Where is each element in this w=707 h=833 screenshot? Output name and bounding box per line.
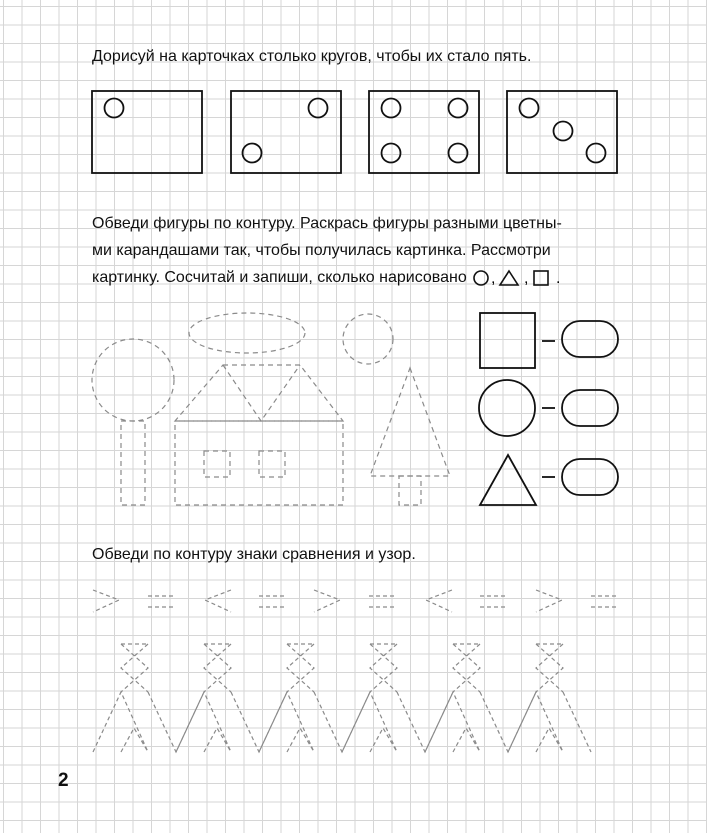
spruce-trunk-dashed (399, 476, 421, 505)
card-circle (554, 122, 573, 141)
card-circle (243, 144, 262, 163)
answer-circle-icon (479, 380, 535, 436)
pattern-stroke (453, 644, 480, 692)
greater-sign-dashed (314, 590, 340, 612)
legend-end: . (556, 269, 561, 287)
answer-row-circle (479, 380, 618, 436)
task2-line2: ми карандашами так, чтобы получилась картинка. Рассмотри (92, 242, 551, 259)
answer-box-circle[interactable] (562, 390, 618, 426)
card-circle (382, 144, 401, 163)
card-circle (449, 144, 468, 163)
card-1[interactable] (92, 91, 202, 173)
answer-box-triangle[interactable] (562, 459, 618, 495)
pattern-stroke (453, 644, 480, 692)
pattern-stroke (508, 692, 563, 752)
card-circle (309, 99, 328, 118)
house-window-left-dashed (204, 451, 230, 477)
pattern-stroke (231, 692, 287, 752)
cloud-dashed (189, 313, 305, 353)
pattern-stroke (536, 644, 563, 692)
pattern-stroke (314, 692, 370, 752)
pattern-stroke (370, 728, 397, 752)
task2-line1: Обведи фигуры по контуру. Раскрась фигуры разными цветны- (92, 215, 562, 232)
roof-dashed (175, 365, 343, 421)
pattern-stroke (287, 644, 314, 692)
pattern-stroke (121, 728, 148, 752)
card-circle (382, 99, 401, 118)
pattern-stroke (287, 728, 314, 752)
comparison-signs[interactable] (93, 590, 619, 612)
pattern-stroke (176, 692, 231, 752)
cards (92, 91, 617, 173)
page-number: 2 (58, 770, 69, 791)
zigzag-pattern[interactable] (93, 644, 591, 752)
pattern-stroke (287, 644, 314, 692)
spruce-dashed (370, 368, 450, 476)
pattern-stroke (453, 728, 480, 752)
pattern-stroke (536, 728, 563, 752)
sun-dashed (343, 314, 393, 364)
card-2[interactable] (231, 91, 341, 173)
task3-instruction: Обведи по контуру знаки сравнения и узор. (92, 546, 416, 563)
house-window-right-dashed (259, 451, 285, 477)
pattern-stroke (370, 644, 397, 692)
pattern-stroke (148, 692, 204, 752)
answer-square-icon (480, 313, 535, 368)
pattern-stroke (204, 644, 231, 692)
pattern-stroke (93, 692, 148, 752)
legend-sep2: , (524, 269, 529, 287)
card-3[interactable] (369, 91, 479, 173)
greater-sign-dashed (536, 590, 562, 612)
pattern-stroke (563, 692, 591, 752)
pattern-stroke (397, 692, 453, 752)
pattern-stroke (536, 644, 563, 692)
card-circle (105, 99, 124, 118)
answer-row-triangle (480, 455, 618, 505)
pattern-stroke (425, 692, 480, 752)
tree-trunk-dashed (121, 421, 145, 505)
card-circle (520, 99, 539, 118)
card-circle (449, 99, 468, 118)
answer-triangle-icon (480, 455, 536, 505)
task2-line3: картинку. Сосчитай и запиши, сколько нарисовано , , . (92, 264, 637, 291)
answer-rows (479, 313, 618, 505)
pattern-stroke (370, 644, 397, 692)
answer-row-square (480, 313, 618, 368)
roof-inner-dashed (223, 365, 300, 421)
pattern-stroke (480, 692, 536, 752)
pattern-stroke (121, 644, 148, 692)
greater-sign-dashed (93, 590, 119, 612)
pattern-stroke (121, 644, 148, 692)
pattern-stroke (342, 692, 397, 752)
answer-box-square[interactable] (562, 321, 618, 357)
task1-instruction: Дорисуй на карточках столько кругов, чтобы их стало пять. (92, 48, 532, 65)
pattern-stroke (204, 728, 231, 752)
card-4[interactable] (507, 91, 617, 173)
traceable-picture[interactable] (92, 313, 450, 505)
card-circle (587, 144, 606, 163)
less-sign-dashed (426, 590, 452, 612)
pattern-stroke (204, 644, 231, 692)
tree-crown-dashed (92, 339, 174, 421)
less-sign-dashed (205, 590, 231, 612)
pattern-stroke (259, 692, 314, 752)
legend-sep1: , (491, 269, 496, 287)
